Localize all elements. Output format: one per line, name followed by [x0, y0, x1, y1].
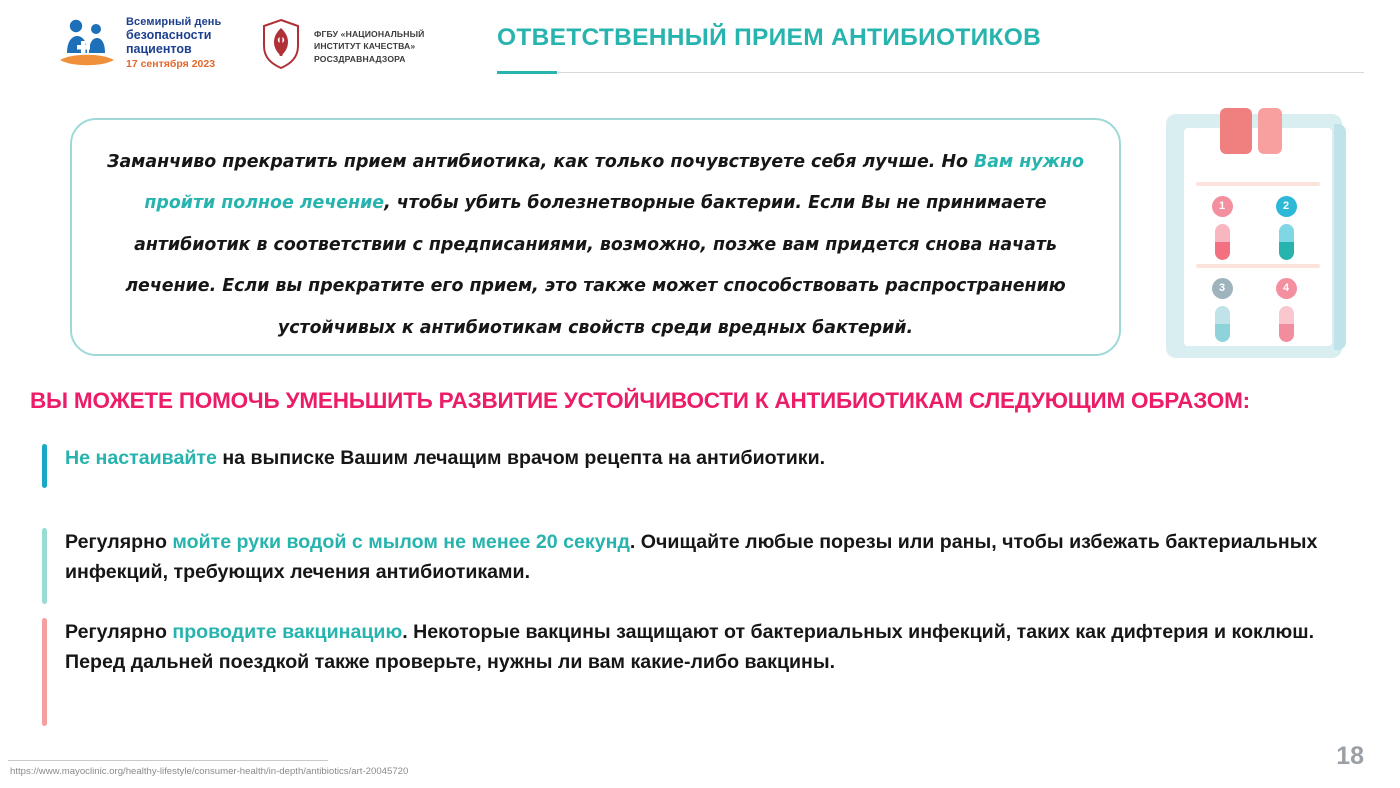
rz-line-3: РОСЗДРАВНАДЗОРА [314, 53, 406, 64]
pill-cell [1258, 196, 1314, 260]
roszdravnadzor-logo-text [314, 28, 424, 65]
quote-card [70, 118, 1121, 356]
patients-safety-day-logo-icon [56, 17, 118, 71]
list-item [42, 618, 1362, 726]
pill-number: 2 [1276, 196, 1297, 217]
list-item [42, 444, 1342, 488]
pill-cell [1258, 278, 1314, 342]
pill-number: 4 [1276, 278, 1297, 299]
header-divider-accent [497, 71, 557, 74]
bullet-accent-bar [42, 528, 47, 604]
pill-capsule-icon [1215, 306, 1230, 342]
bullet-text [65, 528, 1342, 604]
world-patient-safety-day-logo [56, 16, 221, 71]
rz-line-2: ИНСТИТУТ КАЧЕСТВА» [314, 41, 416, 52]
page-number: 18 [1336, 742, 1364, 770]
pill-number: 1 [1212, 196, 1233, 217]
roszdravnadzor-logo [258, 18, 424, 75]
illustration-divider-bottom [1196, 264, 1320, 268]
slide-header [0, 0, 1400, 86]
illustration-divider-top [1196, 182, 1320, 186]
bullet-accent-bar [42, 444, 47, 488]
quote-text [106, 142, 1085, 349]
quote-highlight: Вам нужно пройти полное лечение [144, 152, 1084, 214]
list-item [42, 528, 1342, 604]
pill-cell [1194, 278, 1250, 342]
quote-part-1: Заманчиво прекратить прием антибиотика, как только почувствуете себя лучше. Но [107, 152, 975, 172]
bullet-text-after: . Очищайте любые порезы или раны, чтобы избежать бактериальных инфекций, требующих лечения антибиотиками. [65, 531, 1318, 583]
bullet-text-before: Регулярно [65, 531, 173, 553]
bullet-accent-bar [42, 618, 47, 726]
section-heading: ВЫ МОЖЕТЕ ПОМОЧЬ УМЕНЬШИТЬ РАЗВИТИЕ УСТОЙЧИВОСТИ К АНТИБИОТИКАМ СЛЕДУЮЩИМ ОБРАЗОМ: [30, 388, 1250, 413]
pill-capsule-icon [1215, 224, 1230, 260]
logo-date: 17 сентября 2023 [126, 58, 216, 71]
illustration-clip-right [1258, 108, 1282, 154]
bullet-text-before: Регулярно [65, 621, 173, 643]
logo-line-2: безопасности [126, 28, 212, 43]
pill-capsule-icon [1279, 224, 1294, 260]
page-title: ОТВЕТСТВЕННЫЙ ПРИЕМ АНТИБИОТИКОВ [497, 24, 1042, 51]
bullet-highlight: проводите вакцинацию [172, 621, 403, 643]
illustration-edge [1334, 124, 1346, 350]
roszdravnadzor-emblem-icon [258, 18, 304, 75]
illustration-clip-left [1220, 108, 1252, 154]
bullet-text [65, 618, 1362, 726]
bullet-text [65, 444, 825, 488]
bullet-highlight: Не настаивайте [65, 447, 217, 469]
source-link[interactable]: https://www.mayoclinic.org/healthy-lifestyle/consumer-health/in-depth/antibiotics/art-20045720 [10, 766, 409, 777]
logo-line-3: пациентов [126, 42, 192, 57]
pill-cell [1194, 196, 1250, 260]
header-divider [497, 72, 1364, 73]
pill-capsule-icon [1279, 306, 1294, 342]
pill-number: 3 [1212, 278, 1233, 299]
source-divider [8, 760, 328, 761]
bullet-highlight: мойте руки водой с мылом не менее 20 секунд [172, 531, 630, 553]
pill-organizer-illustration [1158, 108, 1356, 360]
quote-part-2: , чтобы убить болезнетворные бактерии. Если Вы не принимаете антибиотик в соответствии с предписаниями, возможно, позже вам придется снова начать лечение. Если вы прекратите его прием, это также может способствовать распространению устойчивых к антибиотикам свойств среди вредных бактерий. [125, 193, 1066, 338]
logo-line-1: Всемирный день [126, 16, 222, 28]
bullet-text-after: . Некоторые вакцины защищают от бактериальных инфекций, таких как дифтерия и коклюш. Перед дальней поездкой также проверьте, нужны ли вам какие-либо вакцины. [65, 621, 1315, 673]
rz-line-1: ФГБУ «НАЦИОНАЛЬНЫЙ [314, 28, 425, 39]
world-patient-safety-day-logo-text [126, 16, 221, 71]
bullet-text-after: на выписке Вашим лечащим врачом рецепта на антибиотики. [216, 447, 826, 469]
